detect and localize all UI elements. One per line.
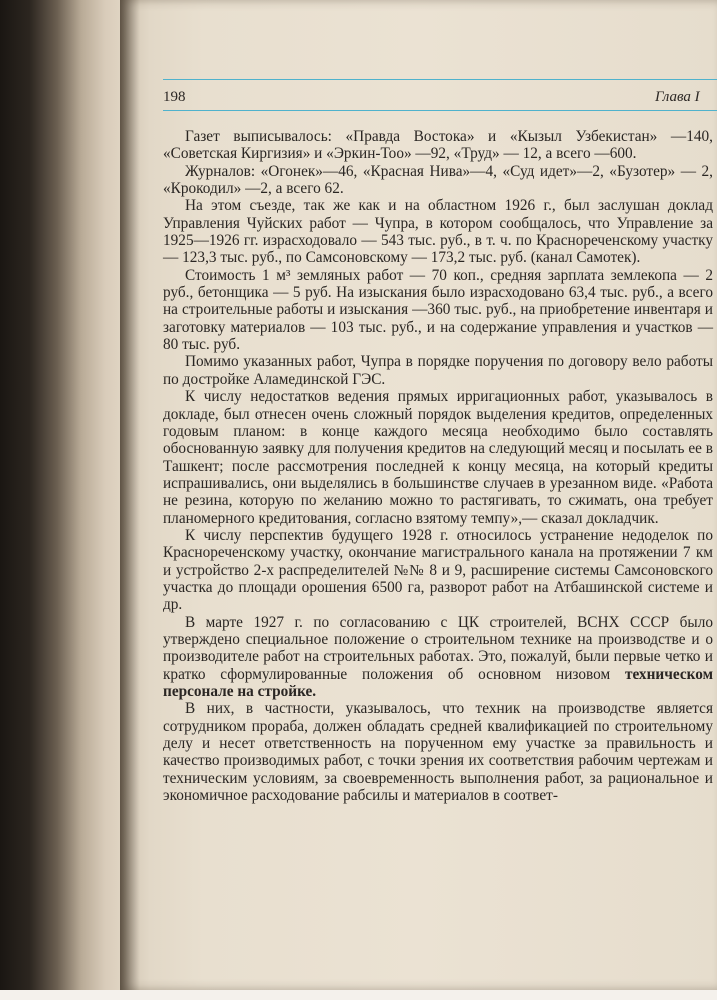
running-head: Глава I bbox=[655, 89, 700, 105]
paragraph-prospects-1928: К числу перспектив будущего 1928 г. относилось устранение недоделок по Краснореченскому участку, окончание магистрального канала на протяжении 7 км и устройство 2-х распределителей №№ 8 и 9, расширение системы Самсоновского участка до площади орошения 6500 га, разворот работ на Атбашинской системе и др. bbox=[163, 526, 713, 614]
paragraph-hydro-station: Помимо указанных работ, Чупра в порядке поручения по договору вело работы по достройке Аламединской ГЭС. bbox=[163, 353, 713, 388]
paragraph-text: В марте 1927 г. по согласованию с ЦК строителей, ВСНХ СССР было утверждено специальное положение о строительном технике на производстве и о производителе работ на строительных работах. Это, пожалуй, были первые четко и кратко сформулированные положения об основном низовом bbox=[163, 613, 713, 683]
header-rule-top bbox=[163, 79, 717, 80]
scan-margin bbox=[0, 990, 717, 1000]
book-binding bbox=[0, 0, 135, 1000]
paragraph-technician-regulation bbox=[163, 614, 713, 701]
paragraph-costs: Стоимость 1 м³ земляных работ — 70 коп., средняя зарплата землекопа — 2 руб., бетонщика — 5 руб. На изыскания было израсходовано 63,4 тыс. руб., а всего на строительные работы и изыскания —360 тыс. руб., на приобретение инвентаря и заготовку материалов — 103 тыс. руб., и на содержание управления и участков — 80 тыс. руб. bbox=[163, 266, 713, 354]
paragraph-magazines: Журналов: «Огонек»—46, «Красная Нива»—4, «Суд идет»—2, «Бузотер» — 2, «Крокодил» —2, а всего 62. bbox=[163, 162, 713, 198]
bold-phrase: техническом персонале на стройке. bbox=[163, 665, 713, 700]
page-number: 198 bbox=[163, 89, 186, 105]
header-rule-bottom bbox=[163, 110, 717, 111]
paragraph-congress-report: На этом съезде, так же как и на областном 1926 г., был заслушан доклад Управления Чуйских работ — Чупра, в котором сообщалось, что Управление за 1925—1926 гг. израсходовало — 543 тыс. руб., в т. ч. по Краснореченскому участку — 123,3 тыс. руб., по Самсоновскому — 173,2 тыс. руб. (канал Самотек). bbox=[163, 197, 713, 267]
paragraph-technician-duties: В них, в частности, указывалось, что техник на производстве является сотрудником прораба, должен обладать средней квалификацией по строительному делу и несет ответственность на порученном ему участке за правильность и качество производимых работ, с точки зрения их соответствия рабочим чертежам и техническим условиям, за своевременность выполнения работ, за рациональное и экономичное расходование рабсилы и материалов в соответ- bbox=[163, 700, 713, 805]
paragraph-newspapers: Газет выписывалось: «Правда Востока» и «Кызыл Узбекистан» —140, «Советская Киргизия» и «Эркин-Тоо» —92, «Труд» — 12, а всего —600. bbox=[163, 128, 713, 163]
paragraph-credit-issues: К числу недостатков ведения прямых ирригационных работ, указывалось в докладе, был отнесен очень сложный порядок выделения кредитов, определенных годовым планом: в конце каждого месяца необходимо было составлять обоснованную заявку для получения кредитов на следующий месяц и посылать ее в Ташкент; после рассмотрения последней к концу месяца, на который кредиты испрашивались, они выделялись в большинстве случаев в урезанном виде. «Работа не резина, которую по желанию можно то растягивать, то сжимать, она требует планомерного кредитования, согласно взятому темпу»,— сказал докладчик. bbox=[163, 388, 713, 527]
body-text bbox=[163, 128, 713, 804]
page-gutter-shadow bbox=[120, 0, 140, 990]
